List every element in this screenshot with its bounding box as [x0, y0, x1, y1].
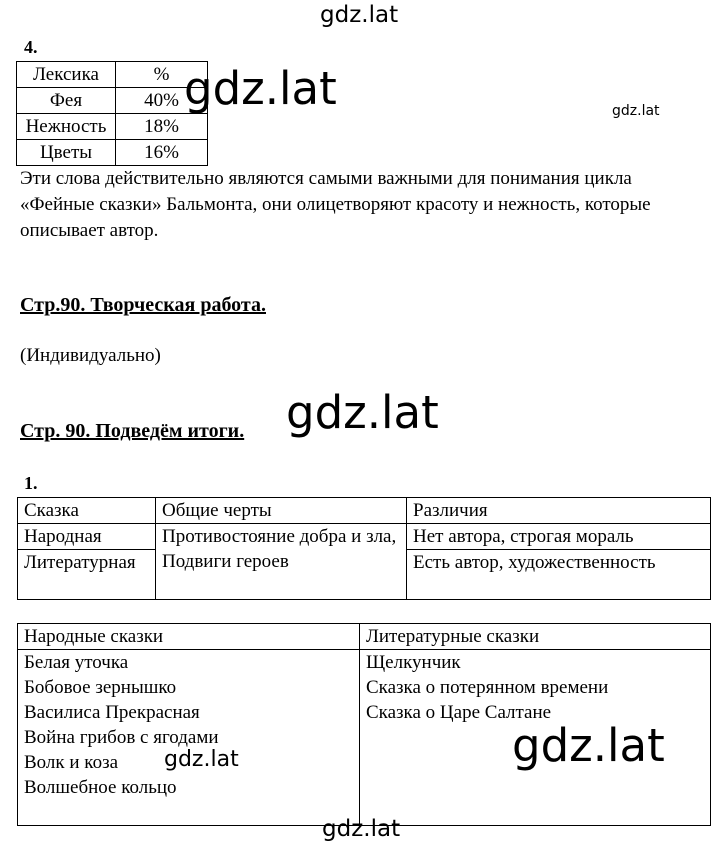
header-cell: Литературные сказки — [360, 624, 711, 650]
table-header-row — [17, 62, 208, 88]
fairy-tale-comparison-table — [17, 497, 711, 600]
folk-tales-cell — [18, 650, 360, 826]
table-cell: Народная — [18, 524, 156, 550]
lexicon-table — [16, 61, 208, 166]
list-item: Бобовое зернышко — [24, 677, 177, 698]
list-item: Война грибов с ягодами — [24, 727, 219, 748]
list-item: Сказка о Царе Салтане — [366, 702, 552, 723]
header-cell: Различия — [407, 498, 711, 524]
section-heading-creative: Стр.90. Творческая работа. — [20, 294, 266, 316]
section-heading-summary: Стр. 90. Подведём итоги. — [20, 420, 245, 442]
header-cell: Сказка — [18, 498, 156, 524]
table-cell: Фея — [17, 88, 116, 114]
watermark: gdz.lat — [184, 62, 337, 115]
table-cell: 16% — [116, 140, 208, 166]
watermark: gdz.lat — [322, 816, 401, 842]
common-feature: Подвиги героев — [162, 551, 289, 572]
table-cell: 18% — [116, 114, 208, 140]
table-row — [18, 524, 711, 550]
common-features-cell — [156, 524, 407, 600]
table-cell: 40% — [116, 88, 208, 114]
watermark: gdz.lat — [512, 719, 665, 772]
watermark: gdz.lat — [320, 2, 399, 28]
table-cell: Литературная — [18, 550, 156, 600]
header-cell: Общие черты — [156, 498, 407, 524]
table-cell: Нет автора, строгая мораль — [407, 524, 711, 550]
list-item: Сказка о потерянном времени — [366, 677, 609, 698]
list-item: Белая уточка — [24, 652, 129, 673]
task-number: 4. — [24, 37, 38, 57]
conclusion-paragraph: Эти слова действительно являются самыми важными для понимания цикла «Фейные сказки» Бальмонта, они олицетворяют красоту и нежность, которые описывает автор. — [20, 168, 651, 241]
header-cell: % — [116, 62, 208, 88]
table-row — [17, 114, 208, 140]
table-header-row — [18, 498, 711, 524]
table-cell: Цветы — [17, 140, 116, 166]
table-cell: Нежность — [17, 114, 116, 140]
task-number: 1. — [24, 473, 38, 493]
header-cell: Народные сказки — [18, 624, 360, 650]
header-cell: Лексика — [17, 62, 116, 88]
watermark: gdz.lat — [612, 103, 660, 119]
common-feature: Противостояние добра и зла, — [162, 526, 397, 547]
list-item: Волк и коза — [24, 752, 119, 773]
table-header-row — [18, 624, 711, 650]
table-row — [17, 140, 208, 166]
watermark: gdz.lat — [164, 747, 239, 772]
list-item: Щелкунчик — [366, 652, 461, 673]
creative-note: (Индивидуально) — [20, 345, 161, 366]
list-item: Волшебное кольцо — [24, 777, 177, 798]
table-row — [17, 88, 208, 114]
table-cell: Есть автор, художественность — [407, 550, 711, 600]
watermark: gdz.lat — [286, 386, 439, 439]
list-item: Василиса Прекрасная — [24, 702, 200, 723]
